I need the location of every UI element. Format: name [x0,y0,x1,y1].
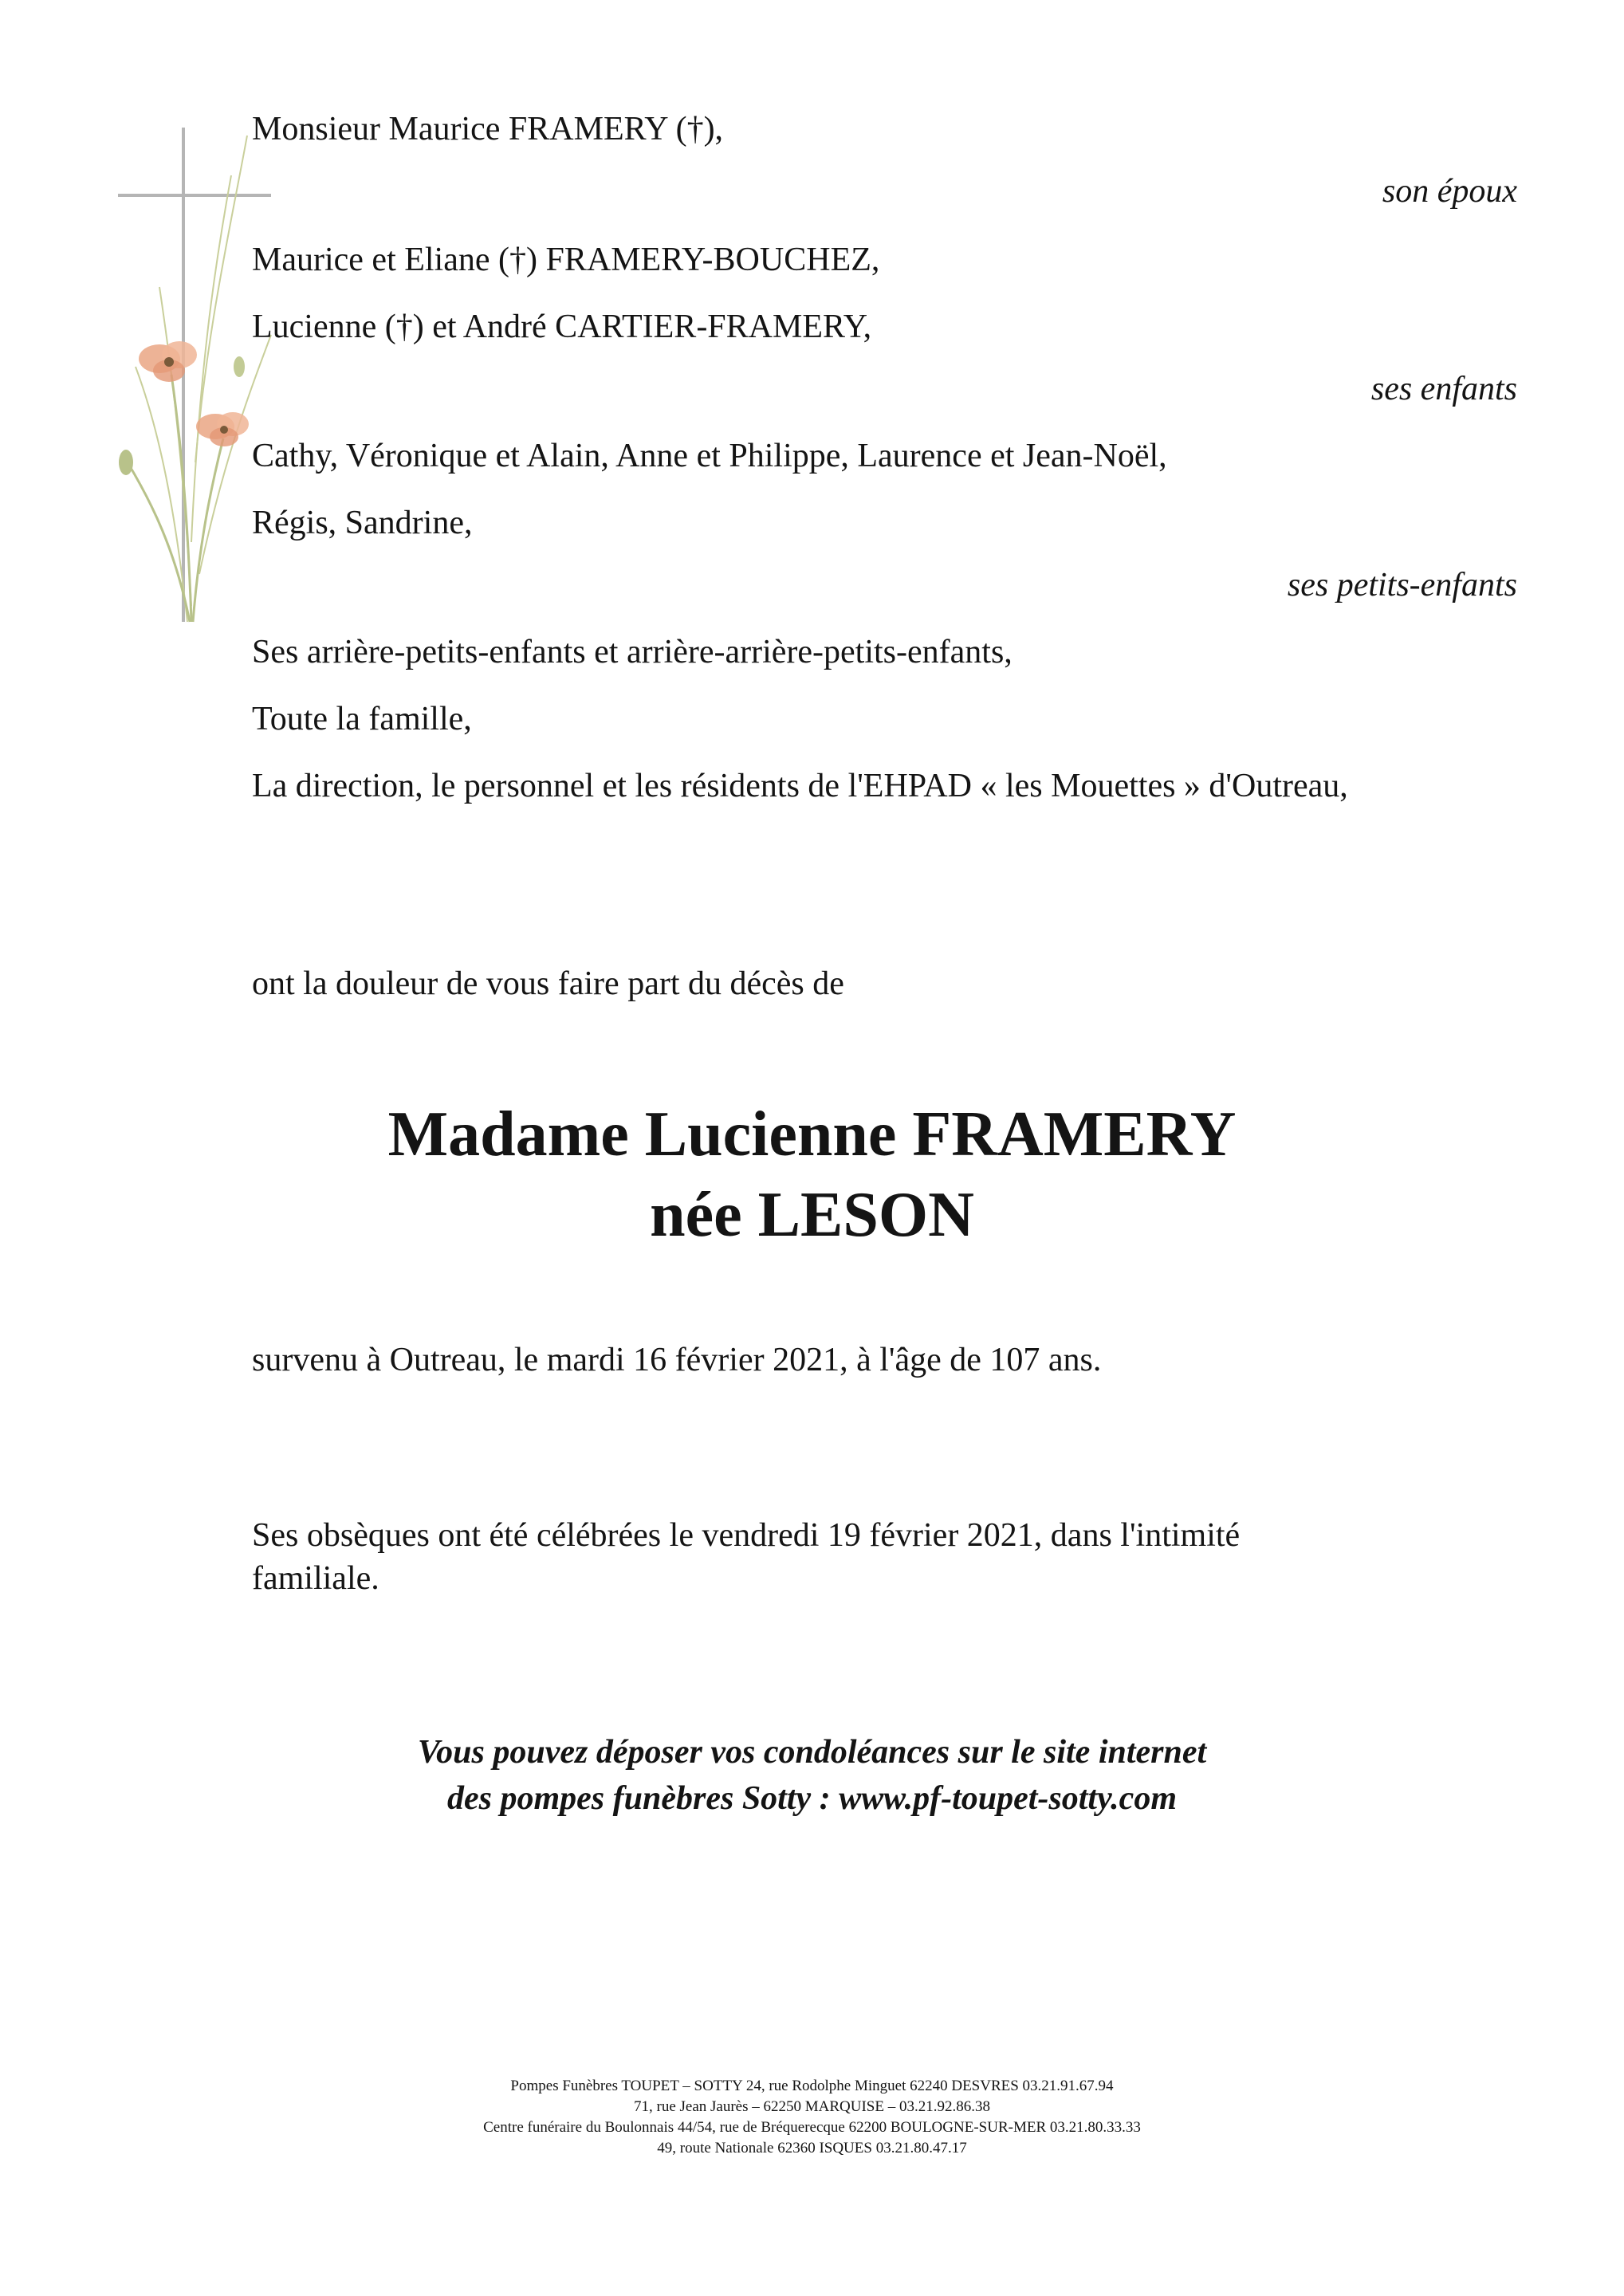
funeral-home-footer [0,2076,1624,2159]
children-line-1: Maurice et Eliane (†) FRAMERY-BOUCHEZ, [252,242,880,278]
cross-poppy-ornament [112,128,287,638]
children-role: ses enfants [1370,371,1517,407]
grandchildren-role: ses petits-enfants [1287,567,1517,603]
funeral-line-1: Ses obsèques ont été célébrées le vendredi 19 février 2021, dans l'intimité [252,1517,1241,1554]
deceased-name: Madame Lucienne FRAMERY [387,1099,1237,1170]
footer-line-3: Centre funéraire du Boulonnais 44/54, rue de Bréquerecque 62200 BOULOGNE-SUR-MER 03.21.80.33.33 [483,2119,1141,2136]
grandchildren-line-1: Cathy, Véronique et Alain, Anne et Philippe, Laurence et Jean-Noël, [252,438,1167,474]
funeral-line-2: familiale. [252,1560,379,1597]
poppy-flower-icon [196,412,249,446]
wheat-icon [136,136,271,622]
stem-lines [128,375,223,622]
poppy-flower-icon [139,341,197,382]
deceased-maiden-name: née LESON [650,1180,974,1250]
announcement-text: ont la douleur de vous faire part du décès de [252,965,844,1002]
children-line-2: Lucienne (†) et André CARTIER-FRAMERY, [252,309,872,345]
husband-role: son époux [1382,173,1517,210]
husband-line: Monsieur Maurice FRAMERY (†), [252,111,724,147]
others-line-2: Toute la famille, [252,701,472,737]
footer-line-4: 49, route Nationale 62360 ISQUES 03.21.80.47.17 [657,2140,967,2156]
footer-line-1: Pompes Funèbres TOUPET – SOTTY 24, rue Rodolphe Minguet 62240 DESVRES 03.21.91.67.94 [510,2078,1114,2094]
others-line-1: Ses arrière-petits-enfants et arrière-arrière-petits-enfants, [252,634,1013,670]
grandchildren-line-2: Régis, Sandrine, [252,505,473,541]
condolences-line-1: Vous pouvez déposer vos condoléances sur le site internet [417,1734,1207,1771]
condolences-line-2: des pompes funèbres Sotty : www.pf-toupet-sotty.com [447,1780,1177,1817]
death-details: survenu à Outreau, le mardi 16 février 2021, à l'âge de 107 ans. [252,1342,1102,1378]
footer-line-2: 71, rue Jean Jaurès – 62250 MARQUISE – 03.21.92.86.38 [634,2098,990,2115]
cross-icon [118,128,271,622]
others-line-3: La direction, le personnel et les résidents de l'EHPAD « les Mouettes » d'Outreau, [252,768,1348,804]
